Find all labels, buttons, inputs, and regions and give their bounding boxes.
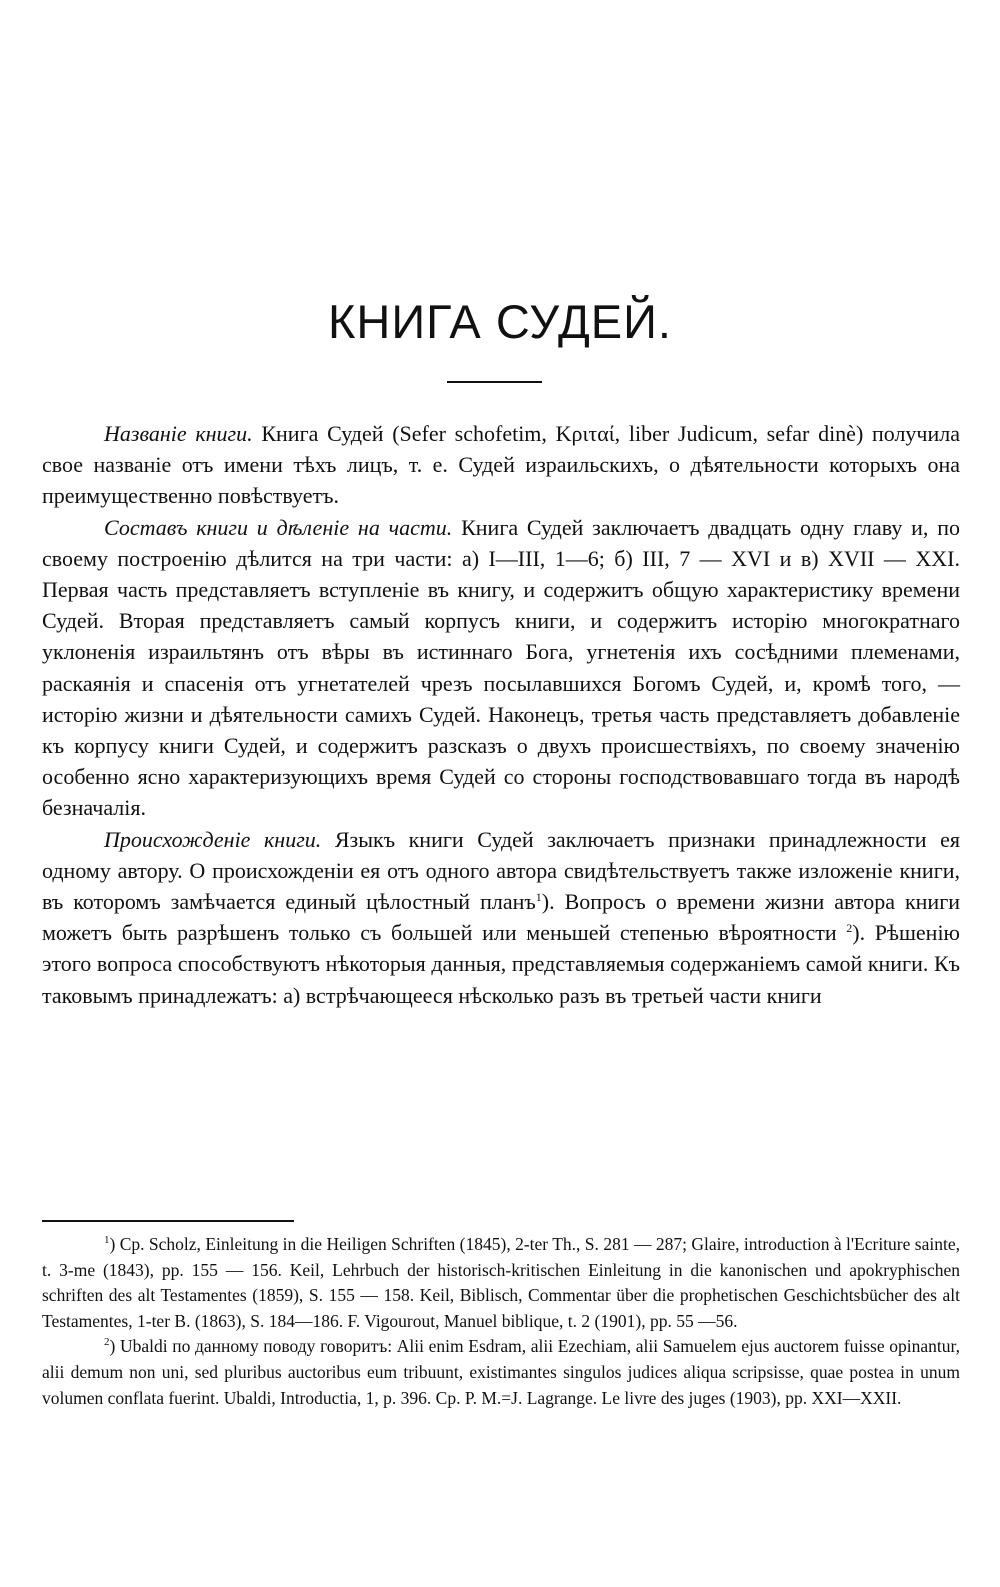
footnote-divider xyxy=(42,1220,294,1222)
footnote-text: ) Ubaldi по данному поводу говоритъ: Alii enim Esdram, alii Ezechiam, alii Samuelem ejus auctorem fuisse opinantur, alii demum non uni, sed pluribus auctoribus eum tribuunt, existimantes singulos judices aliqua scripsisse, quae postea in unum volumen conflata fuerint. Ubaldi, Introductia, 1, p. 396. Cp. P. M.=J. Lagrange. Le livre des juges (1903), pp. XXI—XXII. xyxy=(42,1336,960,1408)
main-text xyxy=(42,418,960,1011)
section-body: ). Вопросъ о времени жизни автора книги можетъ быть разрѣшенъ только съ большей или меньшей степенью вѣроятности xyxy=(42,889,960,946)
footnote-ref[interactable]: 1 xyxy=(535,890,542,905)
section-body: ). Рѣшенію этого вопроса способствуютъ нѣкоторыя данныя, представляемыя содержаніемъ самой книги. Къ таковымъ принадлежатъ: а) встрѣчающееся нѣсколько разъ въ третьей части книги xyxy=(42,920,960,1008)
section-body: Книга Судей заключаетъ двадцать одну главу и, по своему построенію дѣлится на три части: а) I—III, 1—6; б) III, 7 — XVI и в) XVII — XXI. Первая часть представляетъ вступленіе въ книгу, и содержитъ общую характеристику времени Судей. Вторая представляетъ самый корпусъ книги, и содержитъ исторію многократнаго уклоненія израильтянъ отъ вѣры въ истиннаго Бога, угнетенія ихъ сосѣдними племенами, раскаянія и спасенія отъ угнетателей чрезъ посылавшихся Богомъ Судей, и, кромѣ того, — исторію жизни и дѣятельности самихъ Судей. Наконецъ, третья часть представляетъ добавленіе къ корпусу книги Судей, и содержитъ разсказъ о двухъ происшествіяхъ, по своему значенію особенно ясно характеризующихъ время Судей со стороны господствовавшаго тогда въ народѣ безначалія. xyxy=(42,514,961,821)
section-title-name xyxy=(42,418,960,512)
footnotes xyxy=(42,1232,960,1411)
footnote xyxy=(42,1334,960,1411)
section-body: Книга Судей (Sefer schofetim, Κριταί, liber Judicum, sefar dinè) получила свое названіе отъ имени тѣхъ лицъ, т. е. Судей израильскихъ, о дѣятельности которыхъ она преимущественно повѣствуетъ. xyxy=(42,421,961,509)
section-body: Языкъ книги Судей заключаетъ признаки принадлежности ея одному автору. О происхожденіи ея отъ одного автора свидѣтельствуетъ также изложеніе книги, въ которомъ замѣчается единый цѣлостный планъ xyxy=(42,826,960,915)
footnote-text: ) Cp. Scholz, Einleitung in die Heiligen Schriften (1845), 2-ter Th., S. 281 — 287; Glaire, introduction à l'Ecriture sainte, t. 3-me (1843), pp. 155 — 156. Keil, Lehrbuch der historisch-kritischen Einleitung in die kanonischen und apokryphischen schriften des alt Testamentes (1859), S. 155 — 158. Keil, Biblisch, Commentar über die prophetischen Geschichtsbücher des alt Testamentes, 1-ter B. (1863), S. 184—186. F. Vigourout, Manuel biblique, t. 2 (1901), pp. 55 —56. xyxy=(42,1234,960,1331)
footnote xyxy=(42,1232,960,1334)
section-heading: Составъ книги и дѣленіе на части. xyxy=(104,514,453,540)
footnote-ref[interactable]: 2 xyxy=(846,921,853,936)
section-heading: Названіе книги. xyxy=(104,421,253,446)
page-title: КНИГА СУДЕЙ. xyxy=(328,295,672,348)
section-composition xyxy=(42,512,960,824)
title-divider xyxy=(447,381,542,383)
footnote-mark: 1 xyxy=(104,1234,110,1246)
footnote-mark: 2 xyxy=(104,1336,110,1349)
section-heading: Происхожденіе книги. xyxy=(104,826,322,852)
section-origin xyxy=(42,824,960,1011)
